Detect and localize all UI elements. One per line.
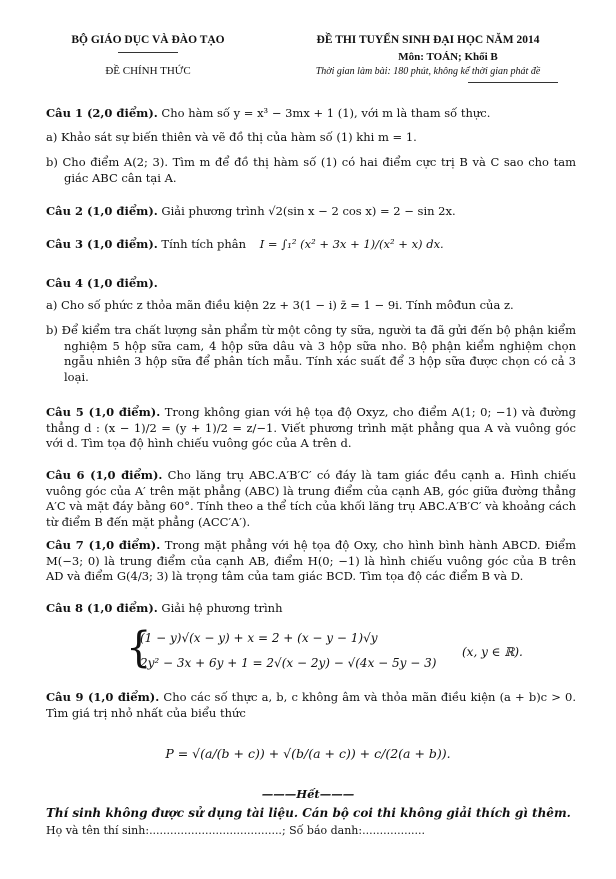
question-9-expression: P = √(a/(b + c)) + √(b/(a + c)) + c/(2(a + b)). xyxy=(165,746,451,761)
question-9-label: Câu 9 (1,0 điểm). xyxy=(46,690,160,704)
question-2-text: Giải phương trình √2(sin x − 2 cos x) = 2 − sin 2x. xyxy=(161,204,456,218)
subject-line xyxy=(258,50,598,65)
question-1-text: Cho hàm số y = x³ − 3mx + 1 (1), với m là tham số thực. xyxy=(161,106,491,120)
question-6 xyxy=(46,468,576,530)
header-left-rule xyxy=(118,52,178,53)
candidate-id-dots: .................. xyxy=(362,824,426,837)
end-marker: ———Hết——— xyxy=(261,787,355,801)
question-8-text: Giải hệ phương trình xyxy=(161,601,283,615)
question-8-label: Câu 8 (1,0 điểm). xyxy=(46,601,158,615)
question-5-text: Trong không gian với hệ tọa độ Oxyz, cho điểm A(1; 0; −1) và đường thẳng d : (x − 1)/2 = (y + 1)/2 = z/−1. Viết phương trình mặt phẳng qua A và vuông góc với d. Tìm tọa độ hình chiếu vuông góc của A trên d. xyxy=(46,405,577,451)
question-2 xyxy=(46,204,576,220)
system-equation-1: (1 − y)√(x − y) + x = 2 + (x − y − 1)√y xyxy=(140,631,378,645)
system-equation-2: 2y² − 3x + 6y + 1 = 2√(x − 2y) − √(4x − 5y − 3) xyxy=(140,656,437,670)
header-right-rule xyxy=(468,82,558,83)
question-9-text: Cho các số thực a, b, c không âm và thỏa mãn điều kiện (a + b)c > 0. Tìm giá trị nhỏ nhất của biểu thức xyxy=(46,690,577,720)
question-4 xyxy=(46,276,576,292)
header-left xyxy=(48,33,248,78)
question-3 xyxy=(46,237,576,253)
exam-title: ĐỀ THI TUYỂN SINH ĐẠI HỌC NĂM 2014 xyxy=(316,34,540,46)
question-4b: b) Để kiểm tra chất lượng sản phẩm từ một công ty sữa, người ta đã gửi đến bộ phận kiểm nghiệm 5 hộp sữa cam, 4 hộp sữa dâu và 3 hộp sữa nho. Bộ phận kiểm nghiệm chọn ngẫu nhiên 3 hộp sữa để phân tích mẫu. Tính xác suất để 3 hộp sữa được chọn có cả 3 loại. xyxy=(46,323,576,384)
question-1-label: Câu 1 (2,0 điểm). xyxy=(46,106,158,120)
question-3-integral: I = ∫₁² (x² + 3x + 1)/(x² + x) dx. xyxy=(259,237,444,251)
question-2-label: Câu 2 (1,0 điểm). xyxy=(46,204,158,218)
question-7-label: Câu 7 (1,0 điểm). xyxy=(46,538,161,552)
subject-name: TOÁN; Khối B xyxy=(426,50,498,63)
question-1a: a) Khảo sát sự biến thiên và vẽ đồ thị của hàm số (1) khi m = 1. xyxy=(46,130,417,144)
question-3-text: Tính tích phân xyxy=(161,237,247,251)
question-6-text: Cho lăng trụ ABC.A′B′C′ có đáy là tam giác đều cạnh a. Hình chiếu vuông góc của A′ trên mặt phẳng (ABC) là trung điểm của cạnh AB, góc giữa đường thẳng A′C và mặt đáy bằng 60°. Tính theo a thể tích của khối lăng trụ ABC.A′B′C′ và khoảng cách từ điểm B đến mặt phẳng (ACC′A′). xyxy=(46,468,577,529)
question-7 xyxy=(46,538,576,585)
question-5-label: Câu 5 (1,0 điểm). xyxy=(46,405,161,419)
question-8 xyxy=(46,601,576,617)
subject-label: Môn: xyxy=(398,50,427,63)
question-1 xyxy=(46,106,576,122)
official-label: ĐỀ CHÍNH THỨC xyxy=(105,64,191,77)
question-4a: a) Cho số phức z thỏa mãn điều kiện 2z + 3(1 − i) z̄ = 1 − 9i. Tính môđun của z. xyxy=(46,298,514,312)
header-right xyxy=(258,33,598,83)
question-5 xyxy=(46,405,576,452)
ministry-name: BỘ GIÁO DỤC VÀ ĐÀO TẠO xyxy=(71,34,225,46)
question-7-text: Trong mặt phẳng với hệ tọa độ Oxy, cho hình bình hành ABCD. Điểm M(−3; 0) là trung điểm của cạnh AB, điểm H(0; −1) là hình chiếu vuông góc của B trên AD và điểm G(4/3; 3) là trọng tâm của tam giác BCD. Tìm tọa độ các điểm B và D. xyxy=(46,538,577,584)
system-brace: { xyxy=(126,623,152,673)
question-3-label: Câu 3 (1,0 điểm). xyxy=(46,237,158,251)
question-1b: b) Cho điểm A(2; 3). Tìm m để đồ thị hàm số (1) có hai điểm cực trị B và C sao cho tam giác ABC cân tại A. xyxy=(46,155,576,185)
candidate-name-label: Họ và tên thí sinh: xyxy=(46,824,150,837)
time-allowed: Thời gian làm bài: 180 phút, không kể thời gian phát đề xyxy=(315,66,541,78)
footer-signature-line xyxy=(46,824,425,839)
question-6-label: Câu 6 (1,0 điểm). xyxy=(46,468,163,482)
candidate-name-dots: ...................................... xyxy=(149,824,282,837)
question-9 xyxy=(46,690,576,721)
candidate-id-label: ; Số báo danh: xyxy=(281,824,363,837)
question-4-label: Câu 4 (1,0 điểm). xyxy=(46,276,158,290)
footer-note: Thí sinh không được sử dụng tài liệu. Cán bộ coi thi không giải thích gì thêm. xyxy=(46,806,571,820)
system-condition: (x, y ∈ ℝ). xyxy=(462,645,523,659)
